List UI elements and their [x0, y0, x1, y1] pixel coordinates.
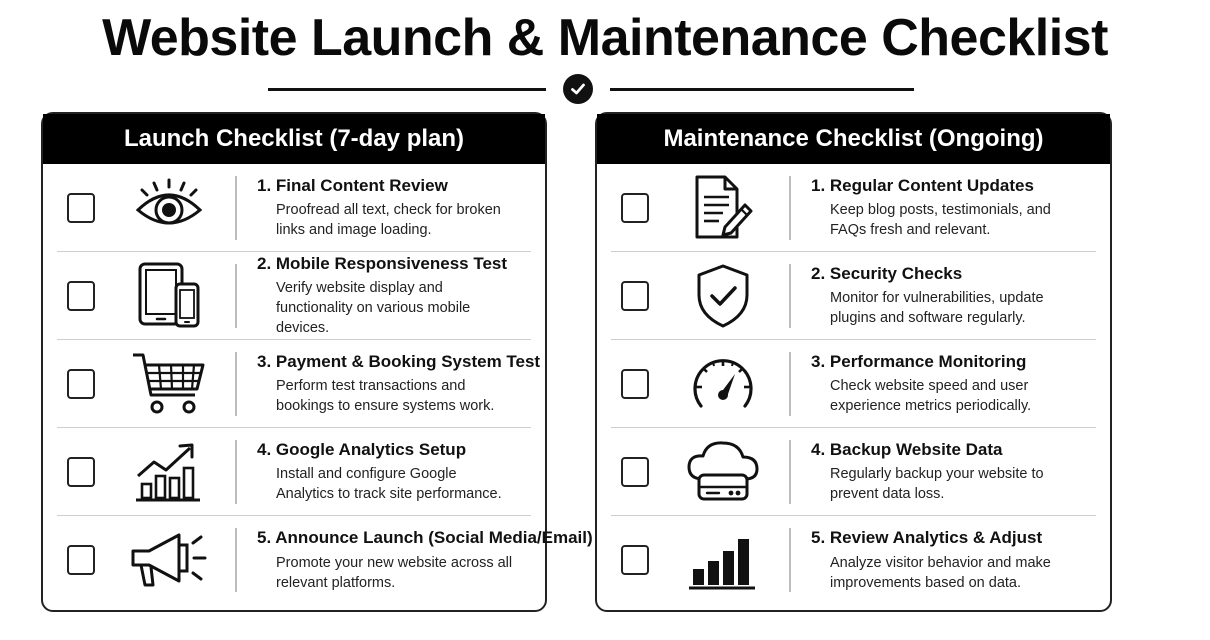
item-heading: 2. Mobile Responsiveness Test: [257, 253, 508, 273]
item-heading: 5. Announce Launch (Social Media/Email): [257, 528, 593, 548]
item-checkbox[interactable]: [621, 193, 649, 223]
checklist-item: [611, 340, 1096, 428]
speedometer-icon: [683, 349, 763, 419]
item-description: Check website speed and user experience metrics periodically.: [830, 378, 1032, 415]
shopping-cart-icon: [129, 349, 209, 419]
item-heading: 1. Final Content Review: [257, 175, 448, 195]
tablet-phone-icon: [129, 261, 209, 331]
checklist-item: [611, 428, 1096, 516]
maintenance-checklist-header: Maintenance Checklist (Ongoing): [597, 114, 1110, 164]
item-checkbox[interactable]: [67, 545, 95, 575]
launch-checklist-header: Launch Checklist (7-day plan): [43, 114, 545, 164]
page-title: Website Launch & Maintenance Checklist: [102, 9, 1108, 67]
item-description: Proofread all text, check for broken links and image loading.: [276, 202, 501, 239]
item-checkbox[interactable]: [67, 369, 95, 399]
megaphone-icon: [129, 525, 209, 595]
checklist-item: [57, 164, 531, 252]
shield-check-icon: [683, 261, 763, 331]
item-description: Verify website display and functionality on various mobile devices.: [276, 280, 471, 337]
item-heading: 3. Payment & Booking System Test: [257, 351, 541, 371]
item-heading: 4. Backup Website Data: [811, 439, 1003, 459]
growth-chart-icon: [129, 437, 209, 507]
row-separator: [235, 440, 237, 504]
item-checkbox[interactable]: [621, 281, 649, 311]
checklist-item: [57, 516, 593, 604]
row-separator: [235, 264, 237, 328]
item-checkbox[interactable]: [621, 369, 649, 399]
checklist-item: [611, 252, 1096, 340]
title-divider: [268, 74, 914, 104]
checklist-item: [611, 164, 1096, 252]
row-separator: [789, 528, 791, 592]
launch-checklist-card: [41, 112, 593, 612]
item-description: Perform test transactions and bookings to ensure systems work.: [276, 378, 495, 415]
checklist-item: [57, 252, 531, 340]
item-description: Promote your new website across all relevant platforms.: [276, 554, 513, 591]
item-checkbox[interactable]: [67, 457, 95, 487]
row-separator: [235, 528, 237, 592]
row-separator: [789, 176, 791, 240]
item-heading: 3. Performance Monitoring: [811, 351, 1027, 371]
row-separator: [789, 440, 791, 504]
row-separator: [235, 176, 237, 240]
eye-icon: [129, 173, 209, 243]
cloud-server-icon: [683, 437, 763, 507]
row-separator: [789, 264, 791, 328]
row-separator: [235, 352, 237, 416]
item-heading: 5. Review Analytics & Adjust: [811, 528, 1043, 548]
item-checkbox[interactable]: [621, 457, 649, 487]
item-description: Keep blog posts, testimonials, and FAQs fresh and relevant.: [830, 202, 1051, 239]
item-checkbox[interactable]: [621, 545, 649, 575]
divider-line-left: [268, 88, 546, 91]
item-description: Analyze visitor behavior and make improvements based on data.: [830, 554, 1051, 591]
row-separator: [789, 352, 791, 416]
maintenance-checklist-card: [595, 112, 1112, 612]
item-heading: 4. Google Analytics Setup: [257, 439, 467, 459]
item-checkbox[interactable]: [67, 193, 95, 223]
bar-chart-icon: [683, 525, 763, 595]
item-description: Regularly backup your website to prevent data loss.: [830, 466, 1044, 503]
item-heading: 2. Security Checks: [811, 263, 963, 283]
item-description: Monitor for vulnerabilities, update plugins and software regularly.: [830, 290, 1044, 327]
divider-line-right: [610, 88, 914, 91]
check-circle-icon: [563, 74, 593, 104]
checklist-item: [57, 340, 541, 428]
item-description: Install and configure Google Analytics to track site performance.: [276, 466, 502, 503]
checklist-item: [57, 428, 531, 516]
checklist-item: [611, 516, 1096, 604]
item-heading: 1. Regular Content Updates: [811, 175, 1034, 195]
document-pencil-icon: [683, 173, 763, 243]
item-checkbox[interactable]: [67, 281, 95, 311]
